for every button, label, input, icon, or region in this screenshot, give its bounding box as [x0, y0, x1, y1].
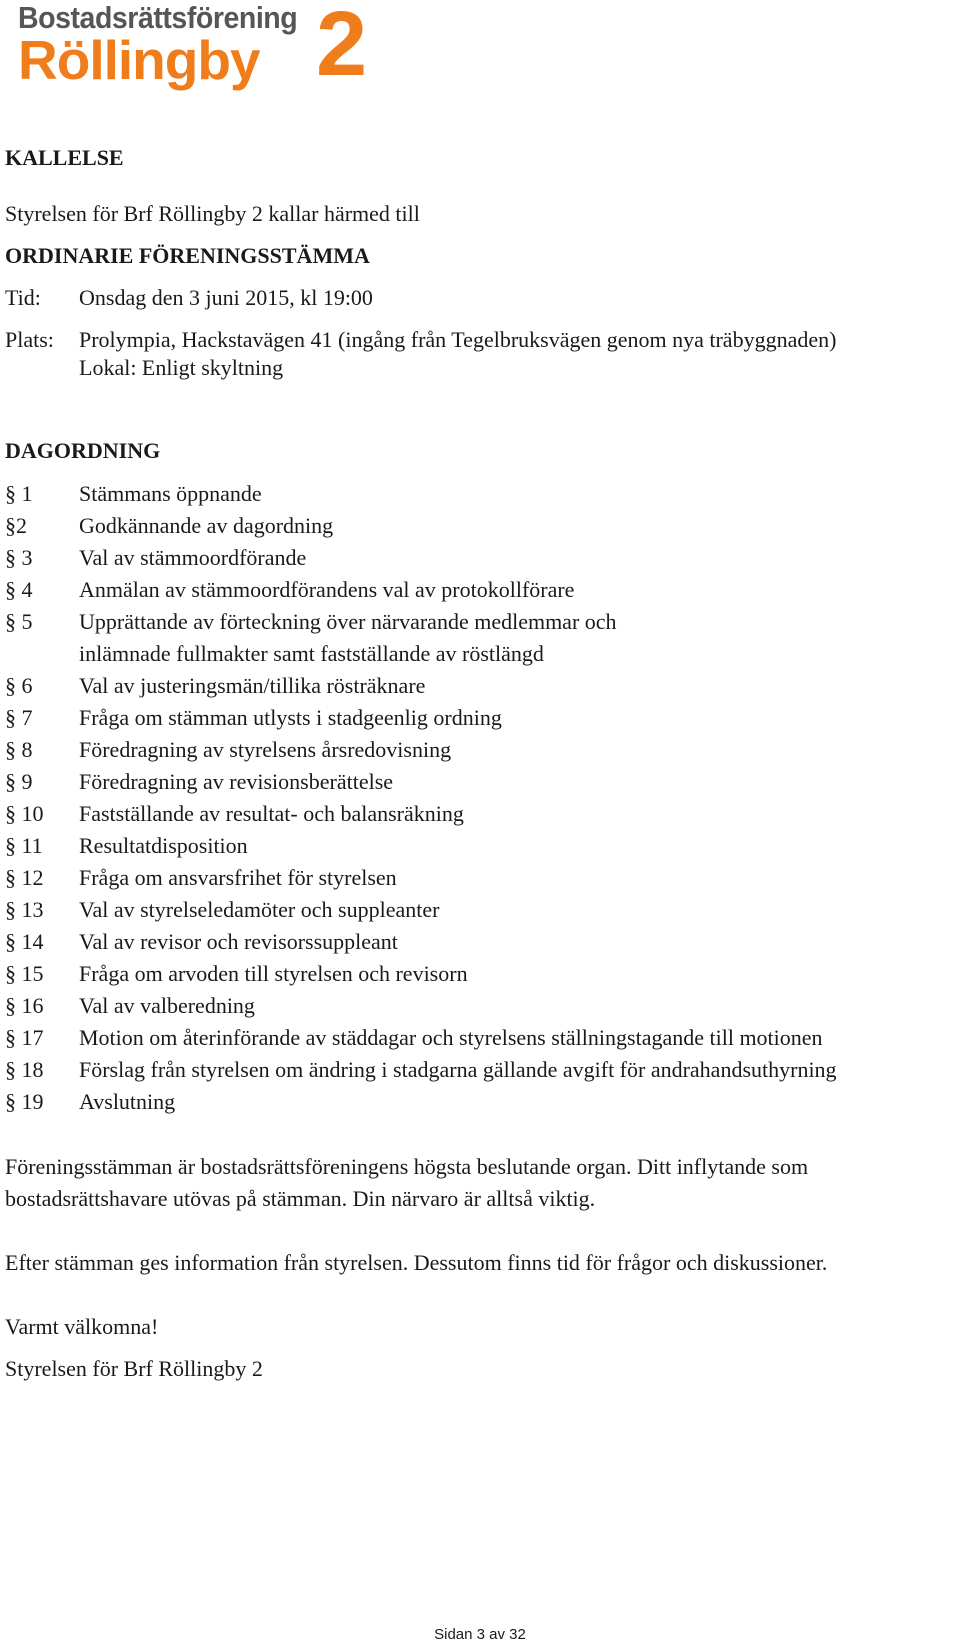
- agenda-item: [0, 830, 960, 862]
- place-value: Prolympia, Hackstavägen 41 (ingång från Tegelbruksvägen genom nya träbyggnaden): [79, 327, 837, 352]
- agenda-item-number: § 3: [5, 545, 33, 570]
- agenda-item-number: § 13: [5, 897, 44, 922]
- agenda-item-number: § 10: [5, 801, 44, 826]
- agenda-item-title: Fastställande av resultat- och balansräkning: [79, 801, 464, 826]
- agenda-item-title: Föredragning av revisionsberättelse: [79, 769, 394, 794]
- agenda-item-number: § 5: [5, 609, 33, 634]
- intro-text: Styrelsen för Brf Röllingby 2 kallar härmed till: [5, 201, 420, 226]
- agenda-item-title: Förslag från styrelsen om ändring i stadgarna gällande avgift för andrahandsuthyrning: [79, 1057, 837, 1082]
- agenda-item-title: Föredragning av styrelsens årsredovisning: [79, 737, 452, 762]
- agenda-item: [0, 894, 960, 926]
- place-label: Plats:: [5, 327, 54, 352]
- agenda-item-title: Val av revisor och revisorssuppleant: [79, 929, 398, 954]
- agenda-item-number: § 4: [5, 577, 33, 602]
- signature: Styrelsen för Brf Röllingby 2: [5, 1356, 263, 1381]
- agenda-item: [0, 574, 960, 606]
- agenda-item-number: § 11: [5, 833, 43, 858]
- agenda-item: [0, 510, 960, 542]
- agenda-item-title: Upprättande av förteckning över närvarande medlemmar och inlämnade fullmakter samt fastställande av röstlängd: [79, 609, 617, 666]
- agenda-item: [0, 958, 960, 990]
- agenda-item-title: Motion om återinförande av städdagar och styrelsens ställningstagande till motionen: [79, 1025, 823, 1050]
- agenda-item: [0, 1086, 960, 1118]
- agenda-item-title: Godkännande av dagordning: [79, 513, 334, 538]
- agenda-item-number: §2: [5, 513, 27, 538]
- agenda-list: [0, 478, 960, 1118]
- agenda-item-number: § 7: [5, 705, 33, 730]
- document-heading: KALLELSE: [5, 145, 124, 170]
- agenda-item: [0, 542, 960, 574]
- association-logo: [18, 0, 378, 95]
- agenda-item-number: § 16: [5, 993, 44, 1018]
- agenda-item: [0, 734, 960, 766]
- agenda-item-title: Fråga om ansvarsfrihet för styrelsen: [79, 865, 397, 890]
- agenda-item: [0, 766, 960, 798]
- agenda-item: [0, 606, 960, 670]
- agenda-item: [0, 990, 960, 1022]
- agenda-item-title: Stämmans öppnande: [79, 481, 262, 506]
- agenda-item: [0, 798, 960, 830]
- agenda-item-title: Val av stämmoordförande: [79, 545, 307, 570]
- place-room: Lokal: Enligt skyltning: [79, 355, 284, 380]
- paragraph-1-line-2: bostadsrättshavare utövas på stämman. Din närvaro är alltså viktig.: [5, 1186, 596, 1211]
- time-value: Onsdag den 3 juni 2015, kl 19:00: [79, 285, 373, 310]
- paragraph-2: Efter stämman ges information från styrelsen. Dessutom finns tid för frågor och diskussioner.: [5, 1250, 828, 1275]
- agenda-item-title: Anmälan av stämmoordförandens val av protokollförare: [79, 577, 575, 602]
- agenda-item-number: § 15: [5, 961, 44, 986]
- paragraph-1-line-1: Föreningsstämman är bostadsrättsföreningens högsta beslutande organ. Ditt inflytande som: [5, 1154, 809, 1179]
- logo-line-2: Röllingby: [18, 29, 260, 91]
- page-number: Sidan 3 av 32: [434, 1626, 526, 1643]
- agenda-item: [0, 702, 960, 734]
- agenda-item-title: Val av valberedning: [79, 993, 255, 1018]
- agenda-item-number: § 1: [5, 481, 33, 506]
- time-label: Tid:: [5, 285, 41, 310]
- agenda-item-title: Val av justeringsmän/tillika rösträknare: [79, 673, 426, 698]
- agenda-item-number: § 14: [5, 929, 44, 954]
- agenda-item-title: Fråga om arvoden till styrelsen och revisorn: [79, 961, 468, 986]
- agenda-item-number: § 17: [5, 1025, 44, 1050]
- agenda-item-title: Fråga om stämman utlysts i stadgeenlig ordning: [79, 705, 502, 730]
- agenda-item-title: Resultatdisposition: [79, 833, 248, 858]
- meeting-title: ORDINARIE FÖRENINGSSTÄMMA: [5, 243, 370, 268]
- agenda-item-number: § 12: [5, 865, 44, 890]
- agenda-item: [0, 1054, 960, 1086]
- agenda-item-number: § 9: [5, 769, 33, 794]
- agenda-item-number: § 6: [5, 673, 33, 698]
- agenda-item: [0, 862, 960, 894]
- closing-greeting: Varmt välkomna!: [5, 1314, 159, 1339]
- agenda-item: [0, 478, 960, 510]
- agenda-item-title: Avslutning: [79, 1089, 176, 1114]
- agenda-item-number: § 8: [5, 737, 33, 762]
- agenda-item: [0, 1022, 960, 1054]
- logo-number: 2: [316, 0, 368, 95]
- agenda-item: [0, 926, 960, 958]
- agenda-item-title: Val av styrelseledamöter och suppleanter: [79, 897, 440, 922]
- agenda-heading: DAGORDNING: [5, 438, 161, 463]
- agenda-item-number: § 18: [5, 1057, 44, 1082]
- agenda-item-number: § 19: [5, 1089, 44, 1114]
- logo-line-1: Bostadsrättsförening: [18, 0, 298, 35]
- agenda-item: [0, 670, 960, 702]
